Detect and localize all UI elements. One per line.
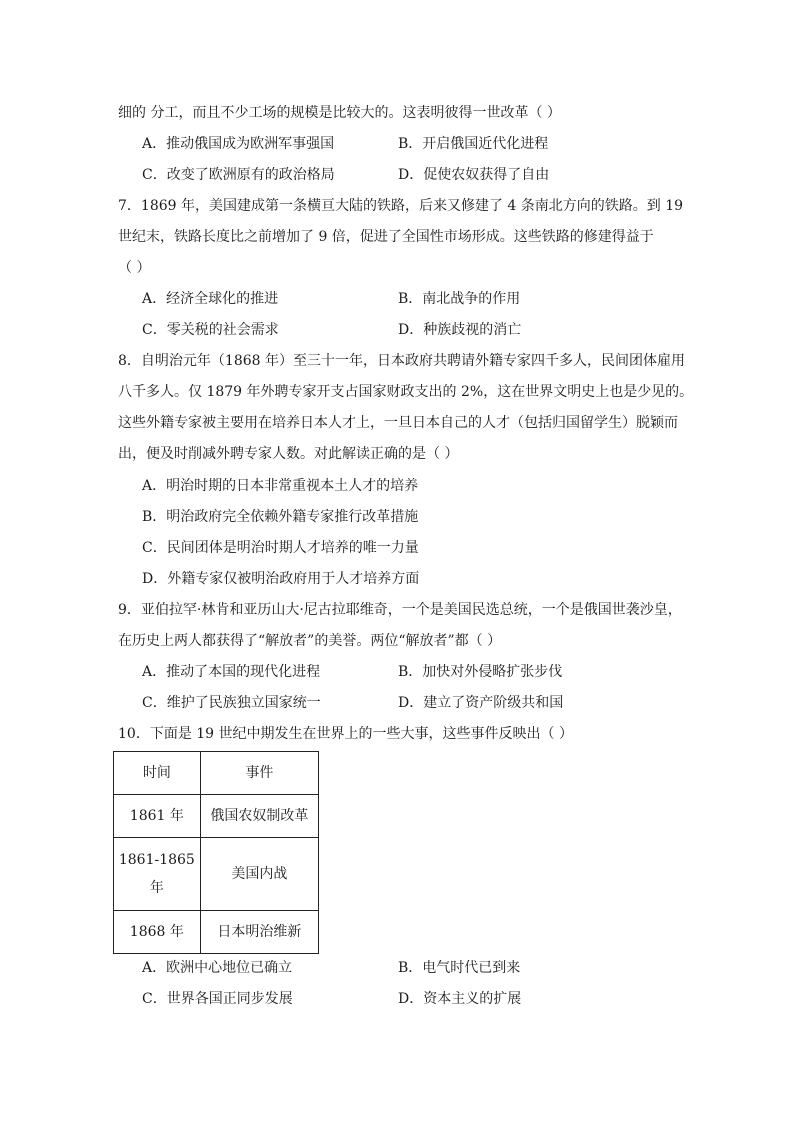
q6-stem-tail: 细的 分工，而且不少工场的规模是比较大的。这表明彼得一世改革（ ） [118,105,561,121]
q10-option-a[interactable]: A．欧洲中心地位已确立 [142,960,293,976]
q7-option-a[interactable]: A．经济全球化的推进 [142,291,279,307]
q9-stem-line1: 9．亚伯拉罕·林肯和亚历山大·尼古拉耶维奇，一个是美国民选总统，一个是俄国世袭沙皇， [118,602,682,618]
q9-option-d[interactable]: D．建立了资产阶级共和国 [398,695,564,711]
q7-option-d[interactable]: D．种族歧视的消亡 [398,322,522,338]
table-cell-event: 日本明治维新 [200,911,318,954]
q6-option-a[interactable]: A．推动俄国成为欧洲军事强国 [142,136,335,152]
q7-stem-line3: （ ） [118,260,151,276]
q7-option-b[interactable]: B．南北战争的作用 [398,291,521,307]
table-row [114,911,319,954]
q10-option-b[interactable]: B．电气时代已到来 [398,960,521,976]
q6-option-d[interactable]: D．促使农奴获得了自由 [398,167,550,183]
q7-stem-line2: 世纪末，铁路长度比之前增加了 9 倍，促进了全国性市场形成。这些铁路的修建得益于 [118,229,654,245]
table-cell-time-line2: 年 [149,880,164,896]
events-table [113,751,319,954]
table-cell-time [114,838,201,911]
q9-stem-line2: 在历史上两人都获得了“解放者”的美誉。两位“解放者”都（ ） [118,633,502,649]
table-header-event: 事件 [200,752,318,795]
q6-option-b[interactable]: B．开启俄国近代化进程 [398,136,549,152]
q8-option-a[interactable]: A．明治时期的日本非常重视本土人才的培养 [142,478,419,494]
q8-option-b[interactable]: B．明治政府完全依赖外籍专家推行改革措施 [142,509,419,525]
q9-option-a[interactable]: A．推动了本国的现代化进程 [142,664,321,680]
q9-option-b[interactable]: B．加快对外侵略扩张步伐 [398,664,563,680]
q10-stem: 10．下面是 19 世纪中期发生在世界上的一些大事，这些事件反映出（ ） [118,726,573,742]
table-cell-time-line1: 1861-1865 [118,852,195,868]
q8-stem-line1: 8．自明治元年（1868 年）至三十一年，日本政府共聘请外籍专家四千多人，民间团体雇用 [118,353,685,369]
table-row [114,795,319,838]
table-header-row [114,752,319,795]
table-cell-event: 美国内战 [200,838,318,911]
table-header-time: 时间 [114,752,201,795]
q8-option-c[interactable]: C．民间团体是明治时期人才培养的唯一力量 [142,540,419,556]
q8-option-d[interactable]: D．外籍专家仅被明治政府用于人才培养方面 [142,571,420,587]
table-row [114,838,319,911]
q6-option-c[interactable]: C．改变了欧洲原有的政治格局 [142,167,335,183]
q9-option-c[interactable]: C．维护了民族独立国家统一 [142,695,321,711]
q8-stem-line4: 出，便及时削减外聘专家人数。对此解读正确的是（ ） [118,446,459,462]
q7-stem-line1: 7．1869 年，美国建成第一条横亘大陆的铁路，后来又修建了 4 条南北方向的铁路。到 19 [118,198,684,214]
q10-option-c[interactable]: C．世界各国正同步发展 [142,991,293,1007]
q7-option-c[interactable]: C．零关税的社会需求 [142,322,279,338]
table-cell-time: 1868 年 [114,911,201,954]
q8-stem-line2: 八千多人。仅 1879 年外聘专家开支占国家财政支出的 2%，这在世界文明史上也是少见的。 [118,384,694,400]
q8-stem-line3: 这些外籍专家被主要用在培养日本人才上，一旦日本自己的人才（包括归国留学生）脱颖而 [118,415,678,431]
table-cell-event: 俄国农奴制改革 [200,795,318,838]
q10-option-d[interactable]: D．资本主义的扩展 [398,991,522,1007]
table-cell-time: 1861 年 [114,795,201,838]
